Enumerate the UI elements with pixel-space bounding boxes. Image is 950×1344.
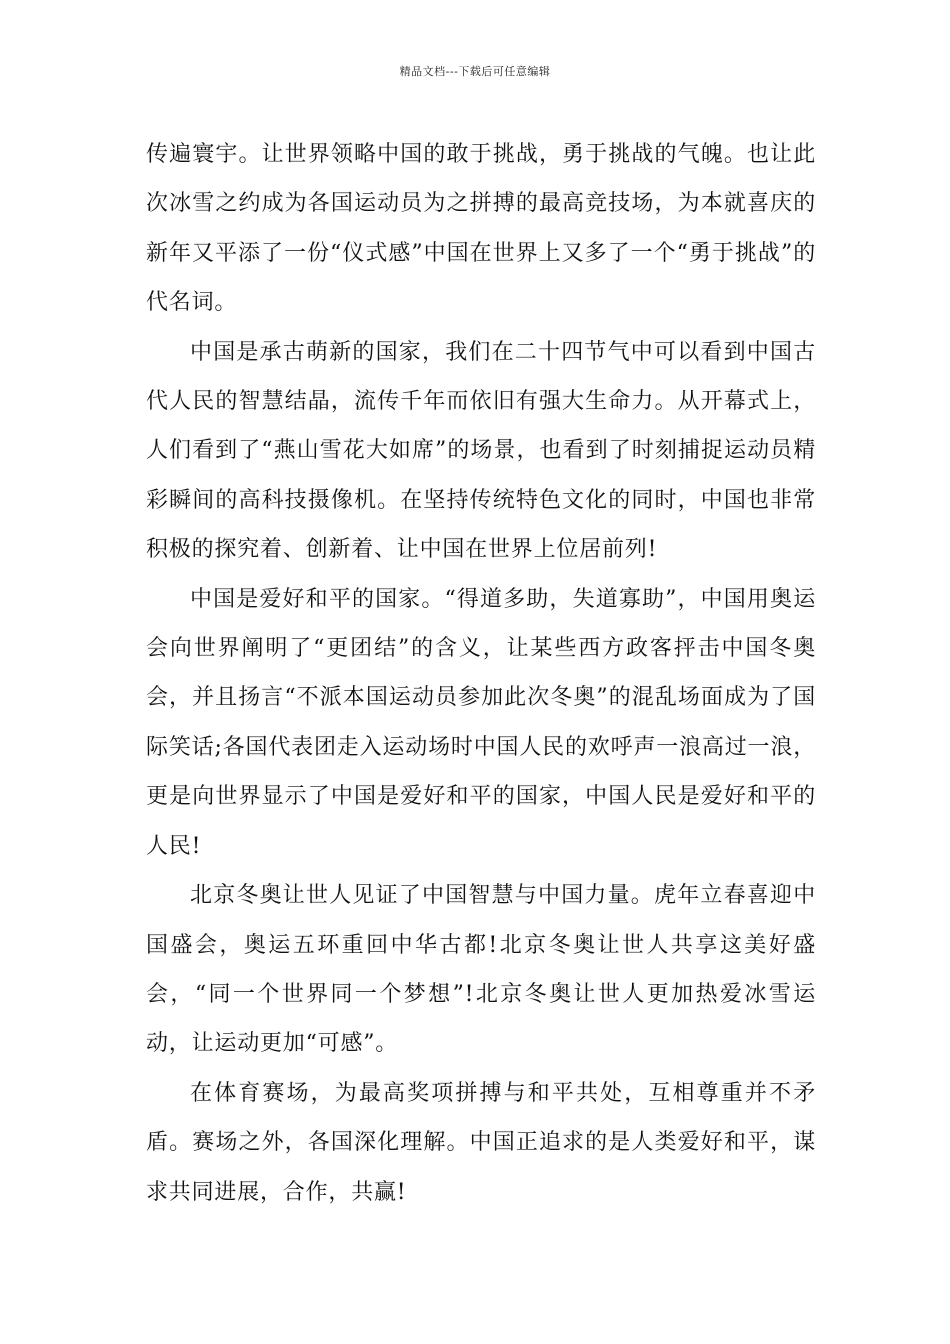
document-body (146, 130, 816, 1217)
page-header: 精品文档---下载后可任意编辑 (399, 65, 551, 78)
paragraph: 在体育赛场，为最高奖项拼搏与和平共处，互相尊重并不矛盾。赛场之外，各国深化理解。中国正追求的是人类爱好和平，谋求共同进展，合作，共赢! (146, 1080, 816, 1205)
paragraph: 北京冬奥让世人见证了中国智慧与中国力量。虎年立春喜迎中国盛会，奥运五环重回中华古都!北京冬奥让世人共享这美好盛会，“同一个世界同一个梦想”!北京冬奥让世人更加热爱冰雪运动，让运动更加“可感”。 (146, 883, 816, 1057)
paragraph: 中国是承古萌新的国家，我们在二十四节气中可以看到中国古代人民的智慧结晶，流传千年而依旧有强大生命力。从开幕式上，人们看到了“燕山雪花大如席”的场景，也看到了时刻捕捉运动员精彩瞬间的高科技摄像机。在坚持传统特色文化的同时，中国也非常积极的探究着、创新着、让中国在世界上位居前列! (146, 339, 816, 563)
paragraph: 中国是爱好和平的国家。“得道多助，失道寡助”，中国用奥运会向世界阐明了“更团结”的含义，让某些西方政客抨击中国冬奥会，并且扬言“不派本国运动员参加此次冬奥”的混乱场面成为了国际笑话;各国代表团走入运动场时中国人民的欢呼声一浪高过一浪，更是向世界显示了中国是爱好和平的国家，中国人民是爱好和平的人民! (146, 586, 816, 859)
paragraph-continuation: 传遍寰宇。让世界领略中国的敢于挑战，勇于挑战的气魄。也让此次冰雪之约成为各国运动员为之拼搏的最高竞技场，为本就喜庆的新年又平添了一份“仪式感”中国在世界上又多了一个“勇于挑战”的代名词。 (146, 142, 816, 316)
